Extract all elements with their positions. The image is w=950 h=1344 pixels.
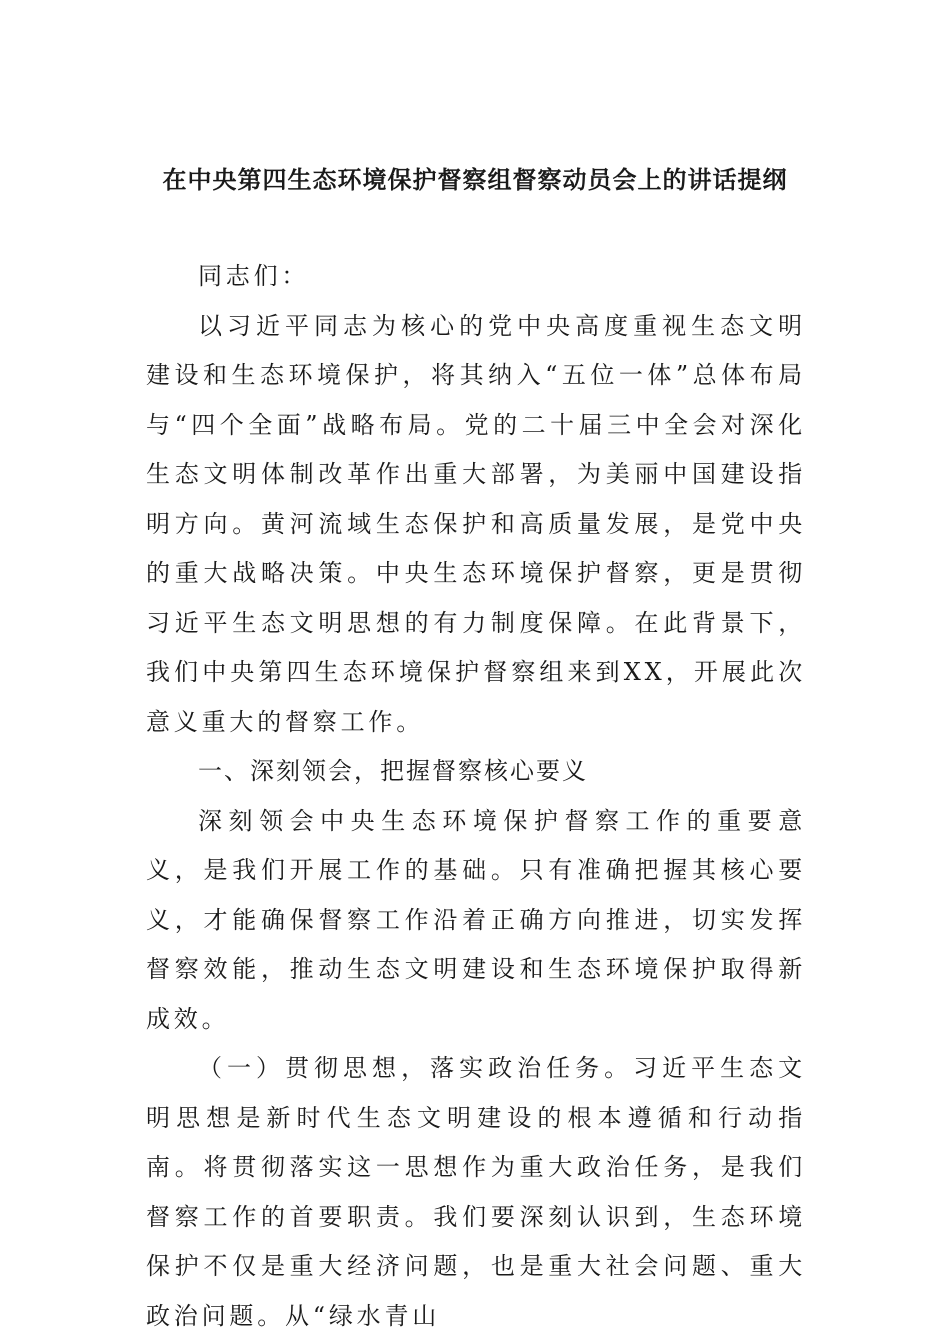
- document-body: [146, 252, 806, 1341]
- section-heading: 一、深刻领会，把握督察核心要义: [198, 757, 588, 785]
- intro-paragraph: 以习近平同志为核心的党中央高度重视生态文明建设和生态环境保护，将其纳入“五位一体”总体布局与“四个全面”战略布局。党的二十届三中全会对深化生态文明体制改革作出重大部署，为美丽中国建设指明方向。黄河流域生态保护和高质量发展，是党中央的重大战略决策。中央生态环境保护督察，更是贯彻习近平生态文明思想的有力制度保障。在此背景下，我们中央第四生态环境保护督察组来到XX，开展此次意义重大的督察工作。: [146, 311, 806, 736]
- document-title: 在中央第四生态环境保护督察组督察动员会上的讲话提纲: [162, 166, 788, 194]
- salutation-paragraph: 同志们：: [198, 262, 310, 290]
- subsection-paragraph: （一）贯彻思想，落实政治任务。习近平生态文明思想是新时代生态文明建设的根本遵循和行动指南。将贯彻落实这一思想作为重大政治任务，是我们督察工作的首要职责。我们要深刻认识到，生态环境保护不仅是重大经济问题，也是重大社会问题、重大政治问题。从“绿水青山: [146, 1054, 806, 1330]
- section-intro-paragraph: 深刻领会中央生态环境保护督察工作的重要意义，是我们开展工作的基础。只有准确把握其核心要义，才能确保督察工作沿着正确方向推进，切实发挥督察效能，推动生态文明建设和生态环境保护取得新成效。: [146, 806, 806, 1033]
